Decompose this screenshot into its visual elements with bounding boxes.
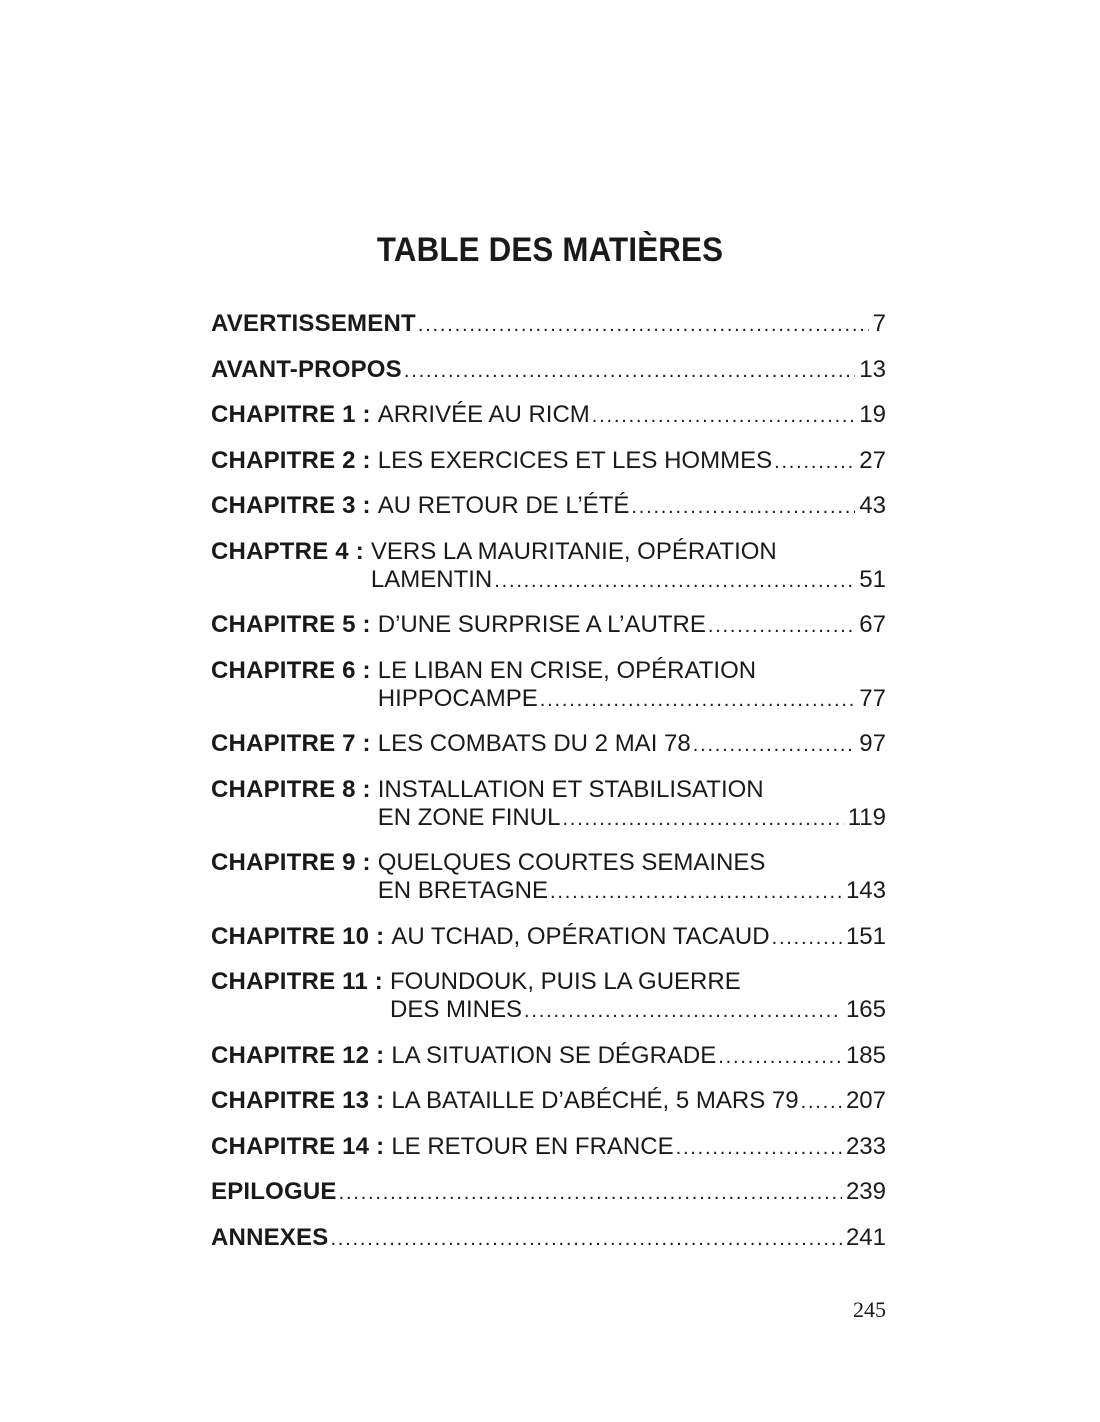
toc-entry-separator: : bbox=[355, 775, 371, 803]
toc-entry-separator: : bbox=[355, 656, 371, 684]
toc-entry bbox=[211, 1178, 886, 1207]
toc-entry-title: AU TCHAD, OPÉRATION TACAUD bbox=[391, 922, 770, 950]
toc-entry-label-text: AVANT-PROPOS bbox=[211, 355, 402, 383]
toc-entry-separator: : bbox=[355, 446, 371, 474]
toc-entry bbox=[211, 849, 886, 906]
dot-leader bbox=[708, 612, 855, 640]
toc-entry-title: HIPPOCAMPE bbox=[377, 684, 538, 712]
dot-leader bbox=[631, 493, 855, 521]
toc-entry-separator: : bbox=[355, 401, 371, 428]
toc-entry-label bbox=[211, 776, 378, 833]
toc-entry-title: DES MINES bbox=[389, 996, 523, 1023]
toc-entry-page: 67 bbox=[859, 611, 886, 638]
dot-leader bbox=[693, 731, 856, 759]
toc-entry-page: 185 bbox=[845, 1041, 886, 1069]
dot-leader bbox=[540, 686, 856, 714]
toc-entry-page: 241 bbox=[845, 1223, 886, 1251]
toc-entry-separator: : bbox=[367, 968, 383, 995]
toc-entry bbox=[211, 611, 886, 640]
toc-entry-page: 77 bbox=[859, 684, 886, 712]
toc-entry bbox=[211, 776, 886, 833]
toc-entry-title: QUELQUES COURTES SEMAINES bbox=[377, 849, 766, 876]
toc-entry-label bbox=[211, 401, 378, 430]
toc-entry-label-text: ANNEXES bbox=[211, 1223, 329, 1251]
dot-leader bbox=[718, 1043, 842, 1071]
toc-entry-label bbox=[211, 923, 391, 952]
toc-entry-label-text: CHAPITRE 9 bbox=[211, 849, 356, 876]
toc-entry-label-text: CHAPITRE 14 bbox=[211, 1132, 370, 1160]
toc-entry-title: D’UNE SURPRISE A L’AUTRE bbox=[377, 611, 706, 638]
toc-entry-separator: : bbox=[369, 1132, 385, 1160]
toc-entry-label-text: CHAPTRE 4 bbox=[211, 537, 349, 565]
toc-entry-label-text: CHAPITRE 1 bbox=[211, 401, 356, 428]
dot-leader bbox=[774, 448, 855, 476]
dot-leader bbox=[592, 402, 856, 430]
toc-entry-label-text: CHAPITRE 7 bbox=[211, 730, 356, 757]
toc-entry-page: 27 bbox=[859, 446, 886, 474]
toc-entry bbox=[211, 968, 886, 1025]
toc-entry-page: 143 bbox=[845, 877, 886, 904]
toc-entry-page: 97 bbox=[859, 730, 886, 757]
toc-entry-title: AU RETOUR DE L’ÉTÉ bbox=[377, 492, 630, 519]
toc-entry-label bbox=[211, 538, 371, 595]
toc-entry-separator: : bbox=[355, 611, 371, 638]
toc-entry-label bbox=[211, 1087, 391, 1116]
toc-entry bbox=[211, 447, 886, 476]
toc-entry bbox=[211, 401, 886, 430]
toc-entry-label bbox=[211, 356, 402, 385]
toc-entry-label-text: CHAPITRE 3 bbox=[211, 492, 356, 519]
toc-entry-label bbox=[211, 730, 378, 759]
toc-entry-title: EN BRETAGNE bbox=[377, 877, 548, 904]
toc-entry-title: LA BATAILLE D’ABÉCHÉ, 5 MARS 79 bbox=[391, 1087, 799, 1114]
toc-entry-label-text: CHAPITRE 2 bbox=[211, 446, 356, 474]
toc-entry-title: INSTALLATION ET STABILISATION bbox=[377, 775, 764, 803]
toc-entry-title: VERS LA MAURITANIE, OPÉRATION bbox=[370, 537, 777, 565]
dot-leader bbox=[418, 311, 869, 339]
toc-entry bbox=[211, 492, 886, 521]
toc-entry-separator: : bbox=[369, 1041, 385, 1069]
toc-entry-label bbox=[211, 657, 378, 714]
toc-entry bbox=[211, 923, 886, 952]
dot-leader bbox=[339, 1179, 842, 1207]
toc-entry-title: LES EXERCICES ET LES HOMMES bbox=[377, 446, 773, 474]
toc-entry bbox=[211, 1042, 886, 1071]
toc-entry-label-text: CHAPITRE 8 bbox=[211, 775, 356, 803]
toc-entry bbox=[211, 657, 886, 714]
toc-entry-page: 151 bbox=[845, 922, 886, 950]
toc-entry-page: 43 bbox=[859, 492, 886, 519]
dot-leader bbox=[494, 567, 855, 595]
dot-leader bbox=[772, 924, 842, 952]
toc-entry-label bbox=[211, 447, 378, 476]
toc-entry-label bbox=[211, 492, 378, 521]
toc-entry-label-text: CHAPITRE 6 bbox=[211, 656, 356, 684]
toc-entry bbox=[211, 1087, 886, 1116]
toc-entry-label bbox=[211, 1133, 391, 1162]
page-title: TABLE DES MATIÈRES bbox=[376, 231, 724, 269]
toc-entry-label bbox=[211, 611, 378, 640]
toc-entry bbox=[211, 310, 886, 339]
dot-leader bbox=[524, 997, 842, 1025]
toc-entry-page: 7 bbox=[872, 310, 886, 337]
toc-entry-title: ARRIVÉE AU RICM bbox=[377, 401, 590, 428]
page-number: 245 bbox=[853, 1297, 886, 1322]
toc-entry bbox=[211, 356, 886, 385]
dot-leader bbox=[330, 1225, 842, 1253]
toc-entry-title: LE RETOUR EN FRANCE bbox=[391, 1132, 674, 1160]
toc-entry-separator: : bbox=[348, 537, 364, 565]
toc-entry-separator: : bbox=[355, 730, 371, 757]
toc-entry-title: EN ZONE FINUL bbox=[377, 803, 561, 831]
toc-entry bbox=[211, 1224, 886, 1253]
toc-entry-title: LE LIBAN EN CRISE, OPÉRATION bbox=[377, 656, 757, 684]
dot-leader bbox=[550, 878, 842, 906]
toc-entry-page: 119 bbox=[847, 803, 886, 831]
dot-leader bbox=[801, 1088, 842, 1116]
toc-entry-page: 13 bbox=[859, 355, 886, 383]
toc-entry-title: FOUNDOUK, PUIS LA GUERRE bbox=[389, 968, 741, 995]
toc-entry-label bbox=[211, 310, 416, 339]
toc-entry-label-text: CHAPITRE 11 bbox=[211, 968, 368, 995]
toc-entry-page: 239 bbox=[845, 1178, 886, 1205]
toc-entry-label-text: CHAPITRE 5 bbox=[211, 611, 356, 638]
toc-entry-title: LES COMBATS DU 2 MAI 78 bbox=[377, 730, 691, 757]
toc-entry-label-text: CHAPITRE 13 bbox=[211, 1087, 370, 1114]
toc-entry-label-text: EPILOGUE bbox=[211, 1178, 337, 1205]
toc-entry-label-text: CHAPITRE 10 bbox=[211, 922, 370, 950]
toc-entry bbox=[211, 1133, 886, 1162]
toc-entry-label bbox=[211, 1042, 391, 1071]
toc-entry-page: 165 bbox=[845, 996, 886, 1023]
toc-entry-label bbox=[211, 849, 378, 906]
toc-entry-page: 233 bbox=[845, 1132, 886, 1160]
toc-entry-separator: : bbox=[369, 1087, 385, 1114]
toc-entry-separator: : bbox=[355, 492, 371, 519]
toc-entry-title: LAMENTIN bbox=[370, 565, 493, 593]
toc-entry-page: 19 bbox=[859, 401, 886, 428]
toc-entry-label-text: AVERTISSEMENT bbox=[211, 310, 416, 337]
toc-entry bbox=[211, 538, 886, 595]
toc-entry-label bbox=[211, 968, 390, 1025]
toc-entry-label-text: CHAPITRE 12 bbox=[211, 1041, 370, 1069]
toc-entry-title: LA SITUATION SE DÉGRADE bbox=[391, 1041, 717, 1069]
dot-leader bbox=[404, 357, 855, 385]
dot-leader bbox=[676, 1134, 842, 1162]
toc-entry-separator: : bbox=[355, 849, 371, 876]
toc-entry bbox=[211, 730, 886, 759]
toc-entry-page: 51 bbox=[859, 565, 886, 593]
toc-entry-page: 207 bbox=[845, 1087, 886, 1114]
table-of-contents bbox=[211, 310, 886, 1269]
toc-entry-label bbox=[211, 1224, 328, 1253]
dot-leader bbox=[562, 805, 843, 833]
toc-entry-label bbox=[211, 1178, 337, 1207]
toc-entry-separator: : bbox=[369, 922, 385, 950]
